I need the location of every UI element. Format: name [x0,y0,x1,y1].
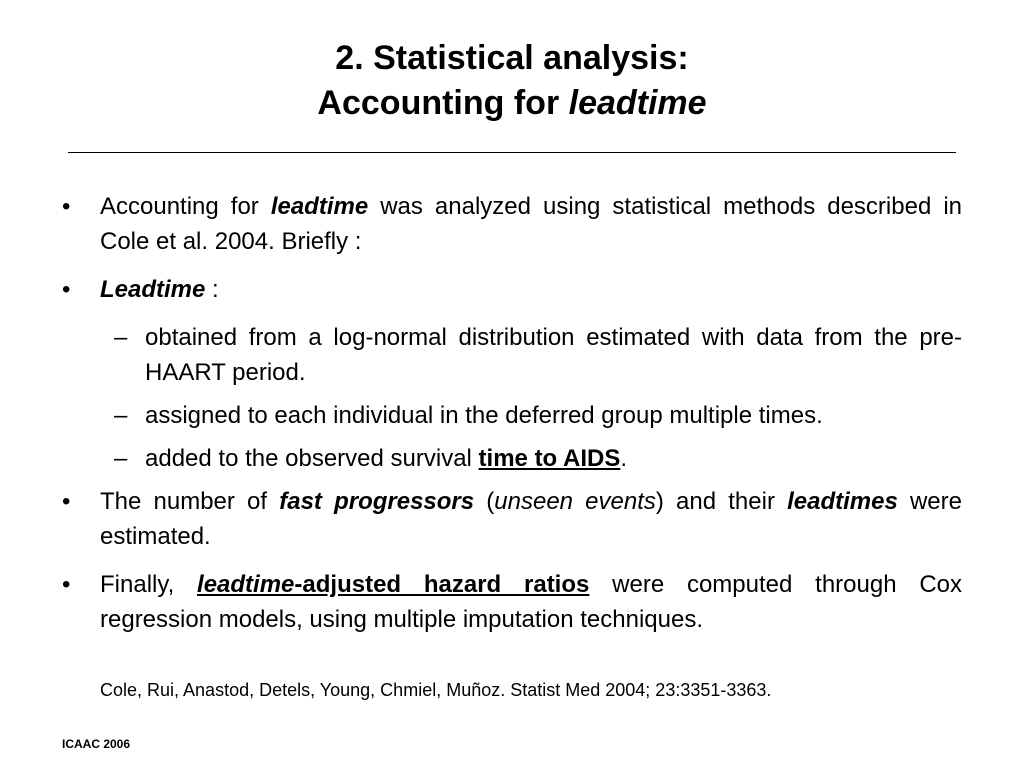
sub-bullet-text: added to the observed survival [145,445,479,472]
sub-bullet-lognormal [62,320,962,390]
bullet-text: were estimated. [100,488,962,550]
bullet-text: were computed through Cox regression models, using multiple imputation techniques. [100,571,963,633]
bullet-text: was analyzed using statistical methods described in Cole et al. 2004. Briefly : [100,193,962,255]
bullet-emphasis: Leadtime [100,276,206,303]
bullet-accounting [62,189,962,259]
title-divider [68,152,956,153]
bullet-list [62,189,962,650]
bullet-mark: • [62,193,71,220]
sub-bullet-text: . [620,445,628,472]
title-line-2-emphasis: leadtime [568,84,707,122]
bullet-emphasis: leadtime [197,571,295,598]
bullet-mark: • [62,571,71,598]
slide-title [0,36,1024,126]
sub-bullet-mark: – [114,324,128,351]
sub-bullet-mark: – [114,402,128,429]
title-line-2-prefix: Accounting for [317,84,569,122]
bullet-emphasis: fast progressors [279,488,475,515]
title-line-2 [0,81,1024,126]
sub-bullet-added [62,441,962,476]
bullet-mark: • [62,488,71,515]
bullet-hazard-ratios [62,567,962,637]
sub-bullet-text: obtained from a log-normal distribution estimated with data from the pre-HAART period. [145,324,962,386]
bullet-mark: • [62,276,71,303]
bullet-leadtime [62,272,962,307]
sub-bullet-text: assigned to each individual in the deferred group multiple times. [145,402,823,429]
bullet-italic: unseen events [494,488,656,515]
sub-bullet-mark: – [114,445,128,472]
bullet-fast-progressors [62,484,962,554]
sub-bullet-assigned [62,398,962,433]
bullet-text: The number of [100,488,280,515]
bullet-text: ( [474,488,495,515]
footer-label: ICAAC 2006 [62,737,131,751]
bullet-text: Finally, [100,571,198,598]
bullet-emphasis: leadtimes [787,488,898,515]
bullet-emphasis: leadtime [270,193,369,220]
title-line-1: 2. Statistical analysis: [335,39,689,77]
bullet-text: ) and their [655,488,788,515]
bullet-text: Accounting for [100,193,271,220]
bullet-bold-underline: -adjusted hazard ratios [294,571,590,598]
bullet-text: : [205,276,219,303]
reference-citation: Cole, Rui, Anastod, Detels, Young, Chmiel, Muñoz. Statist Med 2004; 23:3351-3363. [100,680,772,700]
sub-bullet-emphasis: time to AIDS [478,445,621,472]
